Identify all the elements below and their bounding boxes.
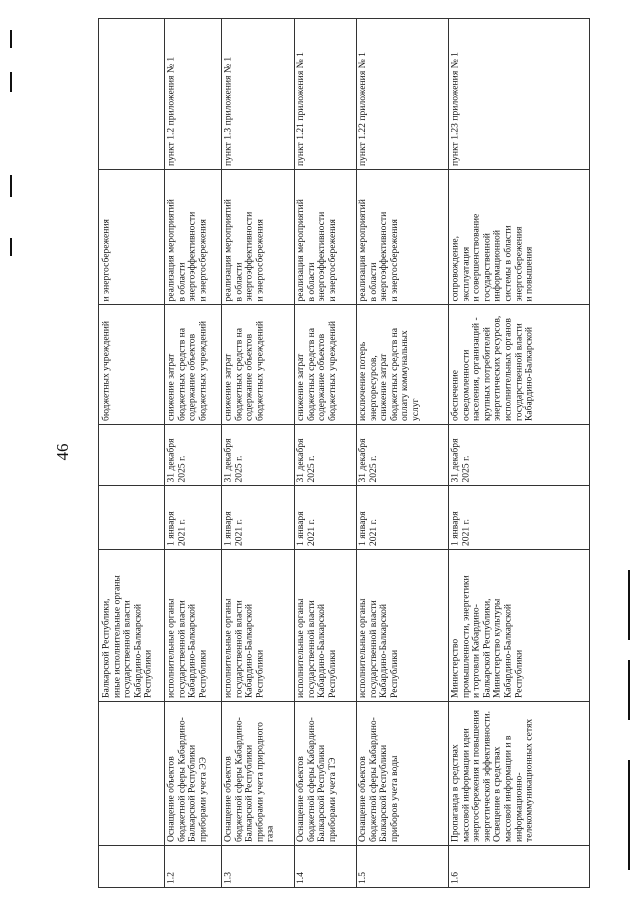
cell-start — [294, 485, 356, 549]
cell-end — [164, 424, 221, 485]
cell-text-num: 1.4 — [295, 872, 306, 884]
cell-text-executor: исполнительные органы государственной власти Кабардино-Балкарской Республики — [357, 598, 400, 698]
cell-executor — [99, 549, 164, 701]
cell-direction — [294, 169, 356, 304]
cell-text-measure — [99, 701, 164, 845]
cell-direction — [221, 169, 294, 304]
cell-direction — [448, 169, 589, 304]
cell-text-measure: Оснащение объектов бюджетной сферы Кабардино- Балкарской Республики приборами учета ЭЭ — [165, 717, 208, 842]
cell-text-effect: бюджетных учреждений — [100, 320, 111, 421]
cell-start — [164, 485, 221, 549]
cell-effect — [164, 304, 221, 424]
cell-effect — [294, 304, 356, 424]
cell-start — [99, 485, 164, 549]
cell-start — [448, 485, 589, 549]
cell-text-reference: пункт 1.21 приложения № 1 — [295, 52, 306, 166]
cell-text-reference — [99, 19, 164, 169]
cell-measure — [356, 701, 448, 845]
cell-executor — [294, 549, 356, 701]
cell-num — [221, 845, 294, 887]
cell-end — [294, 424, 356, 485]
cell-text-measure: Пропаганда в средствах массовой информации идеи энергосбережения и повышения энергетической эффективности. Освещение в средствах массовой информации и в информационно- телекоммуникационных сетях — [449, 709, 535, 842]
cell-text-num — [99, 845, 164, 887]
cell-text-num: 1.3 — [222, 872, 233, 884]
cell-text-direction: реализация мероприятий в области энергоэффективности и энергосбережения — [222, 198, 265, 301]
cell-text-measure: Оснащение объектов бюджетной сферы Кабардино- Балкарской Республики приборами учета природного газа — [222, 717, 276, 842]
cell-text-start: 1 января 2021 г. — [222, 511, 244, 546]
cell-end — [221, 424, 294, 485]
cell-start — [356, 485, 448, 549]
cell-text-measure: Оснащение объектов бюджетной сферы Кабардино- Балкарской Республики приборов учета воды — [357, 717, 400, 842]
cell-effect — [221, 304, 294, 424]
cell-text-end — [99, 424, 164, 485]
cell-end — [448, 424, 589, 485]
cell-effect — [356, 304, 448, 424]
cell-reference — [99, 19, 164, 169]
cell-text-executor: исполнительные органы государственной власти Кабардино-Балкарской Республики — [222, 598, 265, 698]
cell-text-end: 31 декабря 2025 г. — [165, 438, 187, 482]
cell-text-num: 1.5 — [357, 872, 368, 884]
cell-text-effect: снижение затрат бюджетных средств на содержание объектов бюджетных учреждений — [165, 320, 208, 421]
cell-text-executor: исполнительные органы государственной власти Кабардино-Балкарской Республики — [165, 598, 208, 698]
cell-text-measure: Оснащение объектов бюджетной сферы Кабардино- Балкарской Республики приборами учета ТЭ — [295, 717, 338, 842]
cell-text-effect: обеспечение осведомленности населения, организаций - крупных потребителей энергетических ресурсов, исполнительных органов государственной власти Кабардино-Балкарской — [449, 315, 535, 421]
cell-text-direction: реализация мероприятий в области энергоэффективности и энергосбережения — [295, 198, 338, 301]
cell-effect — [99, 304, 164, 424]
cell-executor — [221, 549, 294, 701]
cell-text-end: 31 декабря 2025 г. — [357, 438, 379, 482]
cell-measure — [221, 701, 294, 845]
cell-text-num: 1.2 — [165, 872, 176, 884]
cell-executor — [164, 549, 221, 701]
cell-text-start: 1 января 2021 г. — [357, 511, 379, 546]
cell-reference — [448, 19, 589, 169]
page-number: 46 — [53, 443, 72, 461]
cell-direction — [164, 169, 221, 304]
cell-executor — [356, 549, 448, 701]
cell-text-end: 31 декабря 2025 г. — [222, 438, 244, 482]
cell-reference — [294, 19, 356, 169]
cell-text-effect: исключение потерь энергоресурсов, снижение затрат бюджетных средств на оплату коммунальных услуг — [357, 327, 421, 421]
cell-text-executor: исполнительные органы государственной власти Кабардино-Балкарской Республики — [295, 598, 338, 698]
cell-text-end: 31 декабря 2025 г. — [449, 438, 471, 482]
left-margin-mark-2 — [10, 72, 12, 92]
cell-measure — [99, 701, 164, 845]
right-margin-mark-3 — [628, 760, 630, 870]
cell-end — [99, 424, 164, 485]
right-margin-mark-2 — [628, 660, 630, 720]
cell-reference — [221, 19, 294, 169]
cell-measure — [294, 701, 356, 845]
cell-text-start — [99, 485, 164, 549]
cell-text-effect: снижение затрат бюджетных средств на содержание объектов бюджетных учреждений — [295, 320, 338, 421]
cell-executor — [448, 549, 589, 701]
cell-reference — [356, 19, 448, 169]
cell-num — [99, 845, 164, 887]
cell-effect — [448, 304, 589, 424]
cell-direction — [99, 169, 164, 304]
cell-text-reference: пункт 1.2 приложения № 1 — [165, 56, 176, 166]
cell-text-reference: пункт 1.3 приложения № 1 — [222, 56, 233, 166]
cell-text-direction: сопровождение, эксплуатация и совершенствование государственной информационной системы в области энергосбережения и повышения — [449, 213, 535, 301]
cell-text-end: 31 декабря 2025 г. — [295, 438, 317, 482]
cell-end — [356, 424, 448, 485]
cell-text-reference: пункт 1.23 приложения № 1 — [449, 52, 460, 166]
cell-text-start: 1 января 2021 г. — [165, 511, 187, 546]
cell-direction — [356, 169, 448, 304]
cell-measure — [448, 701, 589, 845]
left-margin-mark-4 — [10, 238, 12, 256]
cell-text-direction: реализация мероприятий в области энергоэффективности и энергосбережения — [357, 198, 400, 301]
cell-start — [221, 485, 294, 549]
cell-num — [448, 845, 589, 887]
cell-text-effect: снижение затрат бюджетных средств на содержание объектов бюджетных учреждений — [222, 320, 265, 421]
left-margin-mark-3 — [10, 175, 12, 197]
cell-text-start: 1 января 2021 г. — [449, 511, 471, 546]
cell-reference — [164, 19, 221, 169]
cell-text-direction: реализация мероприятий в области энергоэффективности и энергосбережения — [165, 198, 208, 301]
cell-text-reference: пункт 1.22 приложения № 1 — [357, 52, 368, 166]
right-margin-mark-1 — [628, 570, 630, 640]
left-margin-mark-1 — [10, 30, 12, 48]
cell-text-start: 1 января 2021 г. — [295, 511, 317, 546]
cell-text-executor: Министерство промышленности, энергетики и торговли Кабардино- Балкарской Республики, Министерство культуры Кабардино-Балкарской Республики — [449, 575, 524, 698]
cell-text-num: 1.6 — [449, 872, 460, 884]
cell-num — [164, 845, 221, 887]
cell-num — [356, 845, 448, 887]
measures-table — [98, 18, 590, 888]
cell-text-executor: Балкарской Республики, иные исполнительные органы государственной власти Кабардино-Балкарской Республики — [100, 575, 154, 698]
cell-measure — [164, 701, 221, 845]
cell-num — [294, 845, 356, 887]
cell-text-direction: и энергосбережения — [100, 218, 111, 301]
